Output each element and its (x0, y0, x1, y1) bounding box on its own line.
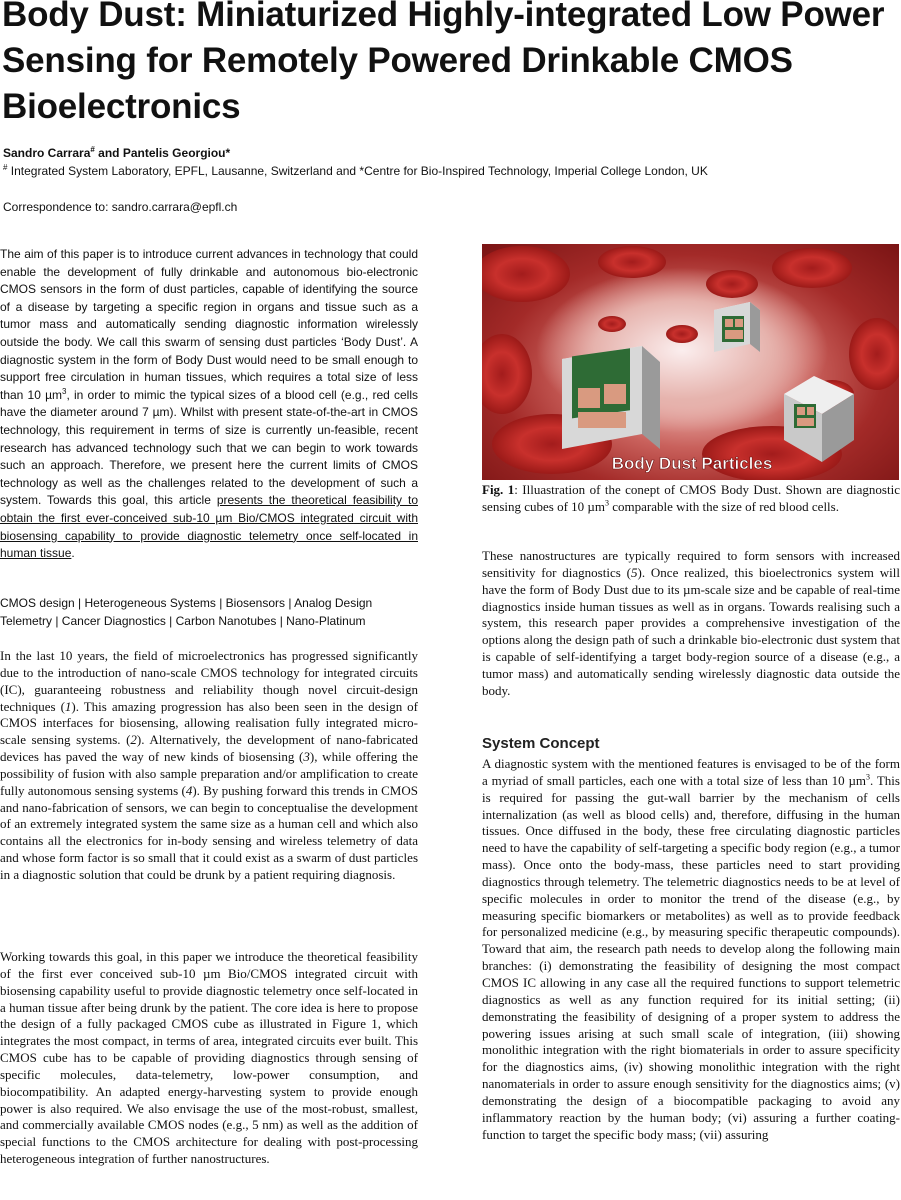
paper-title: Body Dust: Miniaturized Highly-integrated Low Power Sensing for Remotely Powered Drinkable CMOS Bioelectronics (2, 0, 885, 126)
abstract (0, 246, 418, 563)
figure-1-image (482, 244, 899, 480)
figure-caption-text: : Illuastration of the conept of CMOS Body Dust. Shown are diagnostic sensing cubes of 10 µm (482, 482, 900, 514)
right-sup: 3 (866, 772, 871, 782)
keywords: CMOS design | Heterogeneous Systems | Biosensors | Analog Design Telemetry | Cancer Diagnostics | Carbon Nanotubes | Nano-Platinum (0, 596, 373, 628)
ref-3: 3 (303, 749, 310, 765)
correspondence: Correspondence to: sandro.carrara@epfl.ch (3, 200, 238, 214)
figure-caption (482, 482, 900, 516)
right-text: . This is required for passing the gut-wall barrier by the mechanism of cells internalization (as well as blood cells) and, therefore, diffusing in the human tissues. Once diffused in the body, these free circulating diagnostic particles need to have the capability of self-targeting a specific body region (e.g., a tumor mass). Once onto the body-mass, these particles need to start providing diagnostics through telemetry. The telemetric diagnostics needs to be at level of specific molecules in order to monitor the trend of the disease (e.g., by measuring specific biomarkers or metabolites) as well as to provide feedback for personalized medicine (e.g., by measuring specific therapeutic compounds). Toward that aim, the research path needs to develop along the following main branches: (i) demonstrating the feasibility of designing the most compact CMOS IC allowing in any case all the required functions to support telemetric diagnostics as well as any function required for its initial setting; (ii) demonstrating the feasibility of designing of a proper system to address the powering issues arising at such small scale of integration, (iii) showing monolithic integration with the right biomaterials in order to assure specificity for the diagnostics aims, (iv) showing monolithic integration with the right nanomaterials in order to assure enough sensitivity for the diagnostics aims; (v) demonstrating the design of a biocompatible packaging to avoid any inflammatory reaction by the human body; (vi) assuring a further coating-function to target the specific body mass; (vii) assuring (482, 772, 900, 1142)
affiliation-mark: # (3, 163, 8, 172)
intro-text: ). By pushing forward this trends in CMOS and nano-fabrication of sensors, we can begin to conceptualise the development of an extremely integrated system the same size as a human cell and which also contains all the electronics for in-body sensing and wireless telemetry of data and whose form factor is so small that it could exist as a swarm of dust particles in a diagnostic solution that could be drunk by a patient requiring diagnosis. (0, 782, 418, 882)
blood-cell (666, 325, 698, 343)
figure-caption-label: Fig. 1 (482, 482, 515, 497)
author-joiner: and Pantelis Georgiou* (94, 146, 231, 160)
right-text: These nanostructures are typically required to form sensors with increased sensitivity for diagnostics ( (482, 548, 900, 580)
intro-text: In the last 10 years, the field of microelectronics has progressed significantly due to the introduction of nano-scale CMOS technology for integrated circuits (IC), guaranteeing robustness and reliability though novel circuit-design techniques ( (0, 648, 418, 714)
author-mark: # (90, 145, 95, 154)
intro-paragraph-2: Working towards this goal, in this paper we introduce the theoretical feasibility of the first ever conceived sub-10 µm Bio/CMOS integrated circuit with biosensing capability useful to provide diagnostic telemetry once self-located in a human tissue after being drunk by the patient. The core idea is here to propose the design of a fully packaged CMOS cube as illustrated in Figure 1, which integrates the most compact, in terms of area, integrated circuits ever built. This CMOS cube has to be capable of providing diagnostics through sensing of specific molecules, data-telemetry, low-power consumption, and biocompatibility. An adapted energy-harvesting system to provide enough power is also required. We also envisage the use of the most-robust, smallest, and commercially available CMOS nodes (e.g., 5 nm) as well as the addition of special functions to the CMOS architecture for dealing with post-processing heterogeneous integration of further nanostructures. (0, 949, 418, 1167)
affiliation (3, 164, 883, 178)
blood-cell (598, 246, 666, 278)
abstract-end: . (71, 546, 75, 561)
ref-4: 4 (185, 782, 193, 798)
author-list (3, 146, 230, 160)
abstract-text-2: , in order to mimic the typical sizes of a blood cell (e.g., red cells have the diameter around 7 µm). Whilst with present state-of-the-art in CMOS technology, this requirement in terms of size is currently un-feasible, recent research has advanced technology such that we can begin to work towards such an approach. Therefore, we present here the current limits of CMOS technology as well as the challenges related to the development of such a system. Towards this goal, this article (0, 387, 419, 508)
blood-cell (598, 316, 626, 332)
right-text: ). Once realized, this bioelectronics system will have the form of Body Dust due to its µm-scale size and be capable of real-time diagnostics inside human tissues as well as in organs. Towards realising such a system, this research paper provides a comprehensive investigation of the options along the design path of such a drinkable bio-electronic dust system that is capable of self-identifying a target body-region source of a disease (e.g., a tumor mass) and automatically sending wirelessly diagnostic data outside the body. (482, 564, 900, 698)
figure-illustration (482, 244, 899, 480)
right-paragraph-1 (482, 548, 900, 700)
abstract-sup: 3 (62, 386, 67, 396)
ref-5: 5 (630, 564, 638, 580)
figure-caption-sup: 3 (605, 498, 610, 508)
intro-text: ). Alternatively, the development of nano-fabricated devices has paved the way of new kinds of biosensing ( (0, 732, 418, 765)
abstract-text: The aim of this paper is to introduce current advances in technology that could enable the development of fully drinkable and autonomous bio-electronic CMOS sensors in the form of dust particles, capable of identifying the source of a disease by targeting a specific region in organs and tissue such as a tumor mass and automatically sending diagnostic information wirelessly outside the body. We call this swarm of sensing dust particles ‘Body Dust’. A diagnostic system in the form of Body Dust would need to be small enough to support free circulation in human tissues, which requires a total size of less than 10 µm (0, 247, 418, 402)
sensing-cube (562, 346, 660, 449)
ref-1: 1 (64, 698, 72, 714)
sensing-cube (714, 302, 760, 352)
blood-cell (772, 248, 852, 288)
intro-paragraph-1 (0, 648, 418, 884)
author-name: Sandro Carrara (3, 146, 91, 160)
ref-2: 2 (130, 732, 137, 748)
abstract-underlined: presents the theoretical feasibility to obtain the first ever-conceived sub-10 µm Bio/CMOS integrated circuit with biosensing capability to provide diagnostic telemetry once self-located in human tissue (0, 493, 418, 561)
figure-image-label: Body Dust Particles (611, 454, 773, 473)
system-concept-paragraph (482, 756, 900, 1143)
section-heading: System Concept (482, 735, 600, 752)
right-text: A diagnostic system with the mentioned features is envisaged to be of the form a myriad of small particles, each one with a total size of less than 10 µm (482, 756, 900, 788)
affiliation-text: Integrated System Laboratory, EPFL, Lausanne, Switzerland and *Centre for Bio-Inspired Technology, Imperial College London, UK (7, 164, 708, 178)
intro-text: ). This amazing progression has also been seen in the design of CMOS interfaces for biosensing, allowing realisation fully integrated micro-scale sensing systems. ( (0, 698, 418, 748)
figure-caption-text-2: comparable with the size of red blood cells. (609, 498, 839, 514)
intro-text: ), while offering the possibility of fusion with also sample preparation and/or amplification to create fully autonomous sensing systems ( (0, 749, 418, 798)
blood-cell (706, 270, 758, 298)
